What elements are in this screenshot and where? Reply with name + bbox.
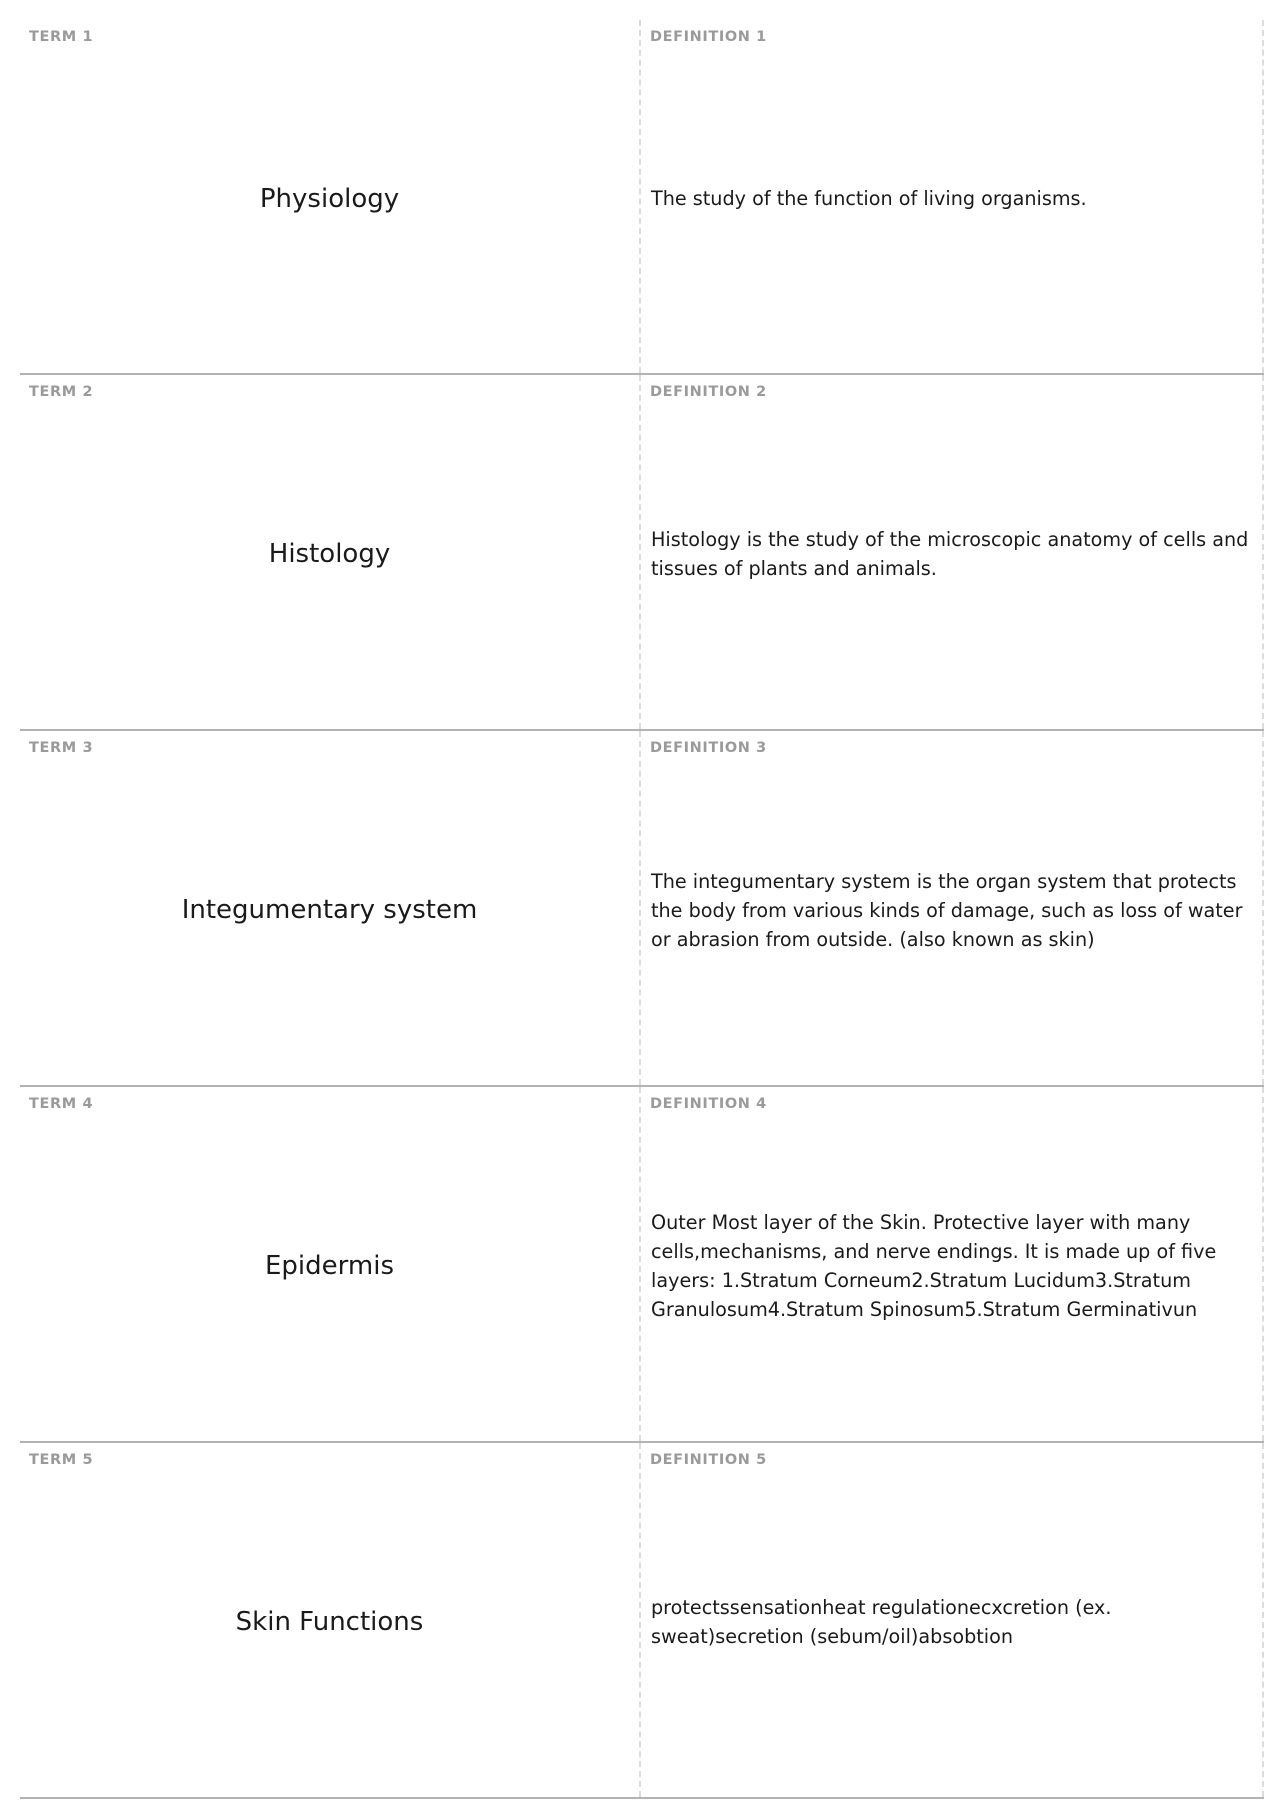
definition-label: DEFINITION 1 — [650, 29, 767, 45]
term-label: TERM 2 — [29, 384, 94, 400]
card-row-1 — [20, 20, 1264, 375]
card-row-5 — [20, 1443, 1264, 1799]
definition-label: DEFINITION 2 — [650, 384, 767, 400]
term-text: Histology — [268, 539, 391, 569]
definition-cell — [641, 20, 1264, 373]
definition-text-wrapper — [651, 731, 1254, 1085]
term-label: TERM 4 — [29, 1096, 94, 1112]
definition-cell — [641, 1443, 1264, 1797]
definition-text-wrapper — [651, 20, 1254, 373]
definition-text-wrapper — [651, 1087, 1254, 1441]
term-label: TERM 1 — [29, 29, 94, 45]
term-cell — [20, 375, 641, 729]
definition-label: DEFINITION 5 — [650, 1452, 767, 1468]
card-row-3 — [20, 731, 1264, 1087]
definition-cell — [641, 375, 1264, 729]
definition-text-wrapper — [651, 1443, 1254, 1797]
flashcard-sheet — [20, 20, 1264, 1799]
term-cell — [20, 1087, 641, 1441]
definition-label: DEFINITION 4 — [650, 1096, 767, 1112]
definition-text: The study of the function of living organisms. — [651, 187, 1087, 210]
definition-text: Outer Most layer of the Skin. Protective layer with many cells,mechanisms, and nerve endings. It is made up of five layers: 1.Stratum Corneum2.Stratum Lucidum3.Stratum Granulosum4.Stratum Spinosum5.Stratum Germinativun — [651, 1211, 1217, 1321]
definition-text: protectssensationheat regulationecxcretion (ex. sweat)secretion (sebum/oil)absobtion — [651, 1596, 1112, 1648]
term-text: Epidermis — [265, 1251, 394, 1281]
definition-cell — [641, 1087, 1264, 1441]
term-cell — [20, 20, 641, 373]
term-text: Physiology — [259, 183, 400, 214]
term-label: TERM 3 — [29, 740, 94, 756]
definition-cell — [641, 731, 1264, 1085]
term-text: Integumentary system — [181, 895, 478, 925]
card-row-2 — [20, 375, 1264, 731]
definition-text: The integumentary system is the organ system that protects the body from various kinds of damage, such as loss of water or abrasion from outside. (also known as skin) — [651, 869, 1243, 951]
term-cell — [20, 1443, 641, 1797]
term-text: Skin Functions — [235, 1607, 424, 1637]
definition-label: DEFINITION 3 — [650, 740, 767, 756]
definition-text: Histology is the study of the microscopic anatomy of cells and tissues of plants and animals. — [651, 528, 1249, 580]
term-cell — [20, 731, 641, 1085]
term-label: TERM 5 — [29, 1452, 94, 1468]
definition-text-wrapper — [651, 375, 1254, 729]
card-row-4 — [20, 1087, 1264, 1443]
